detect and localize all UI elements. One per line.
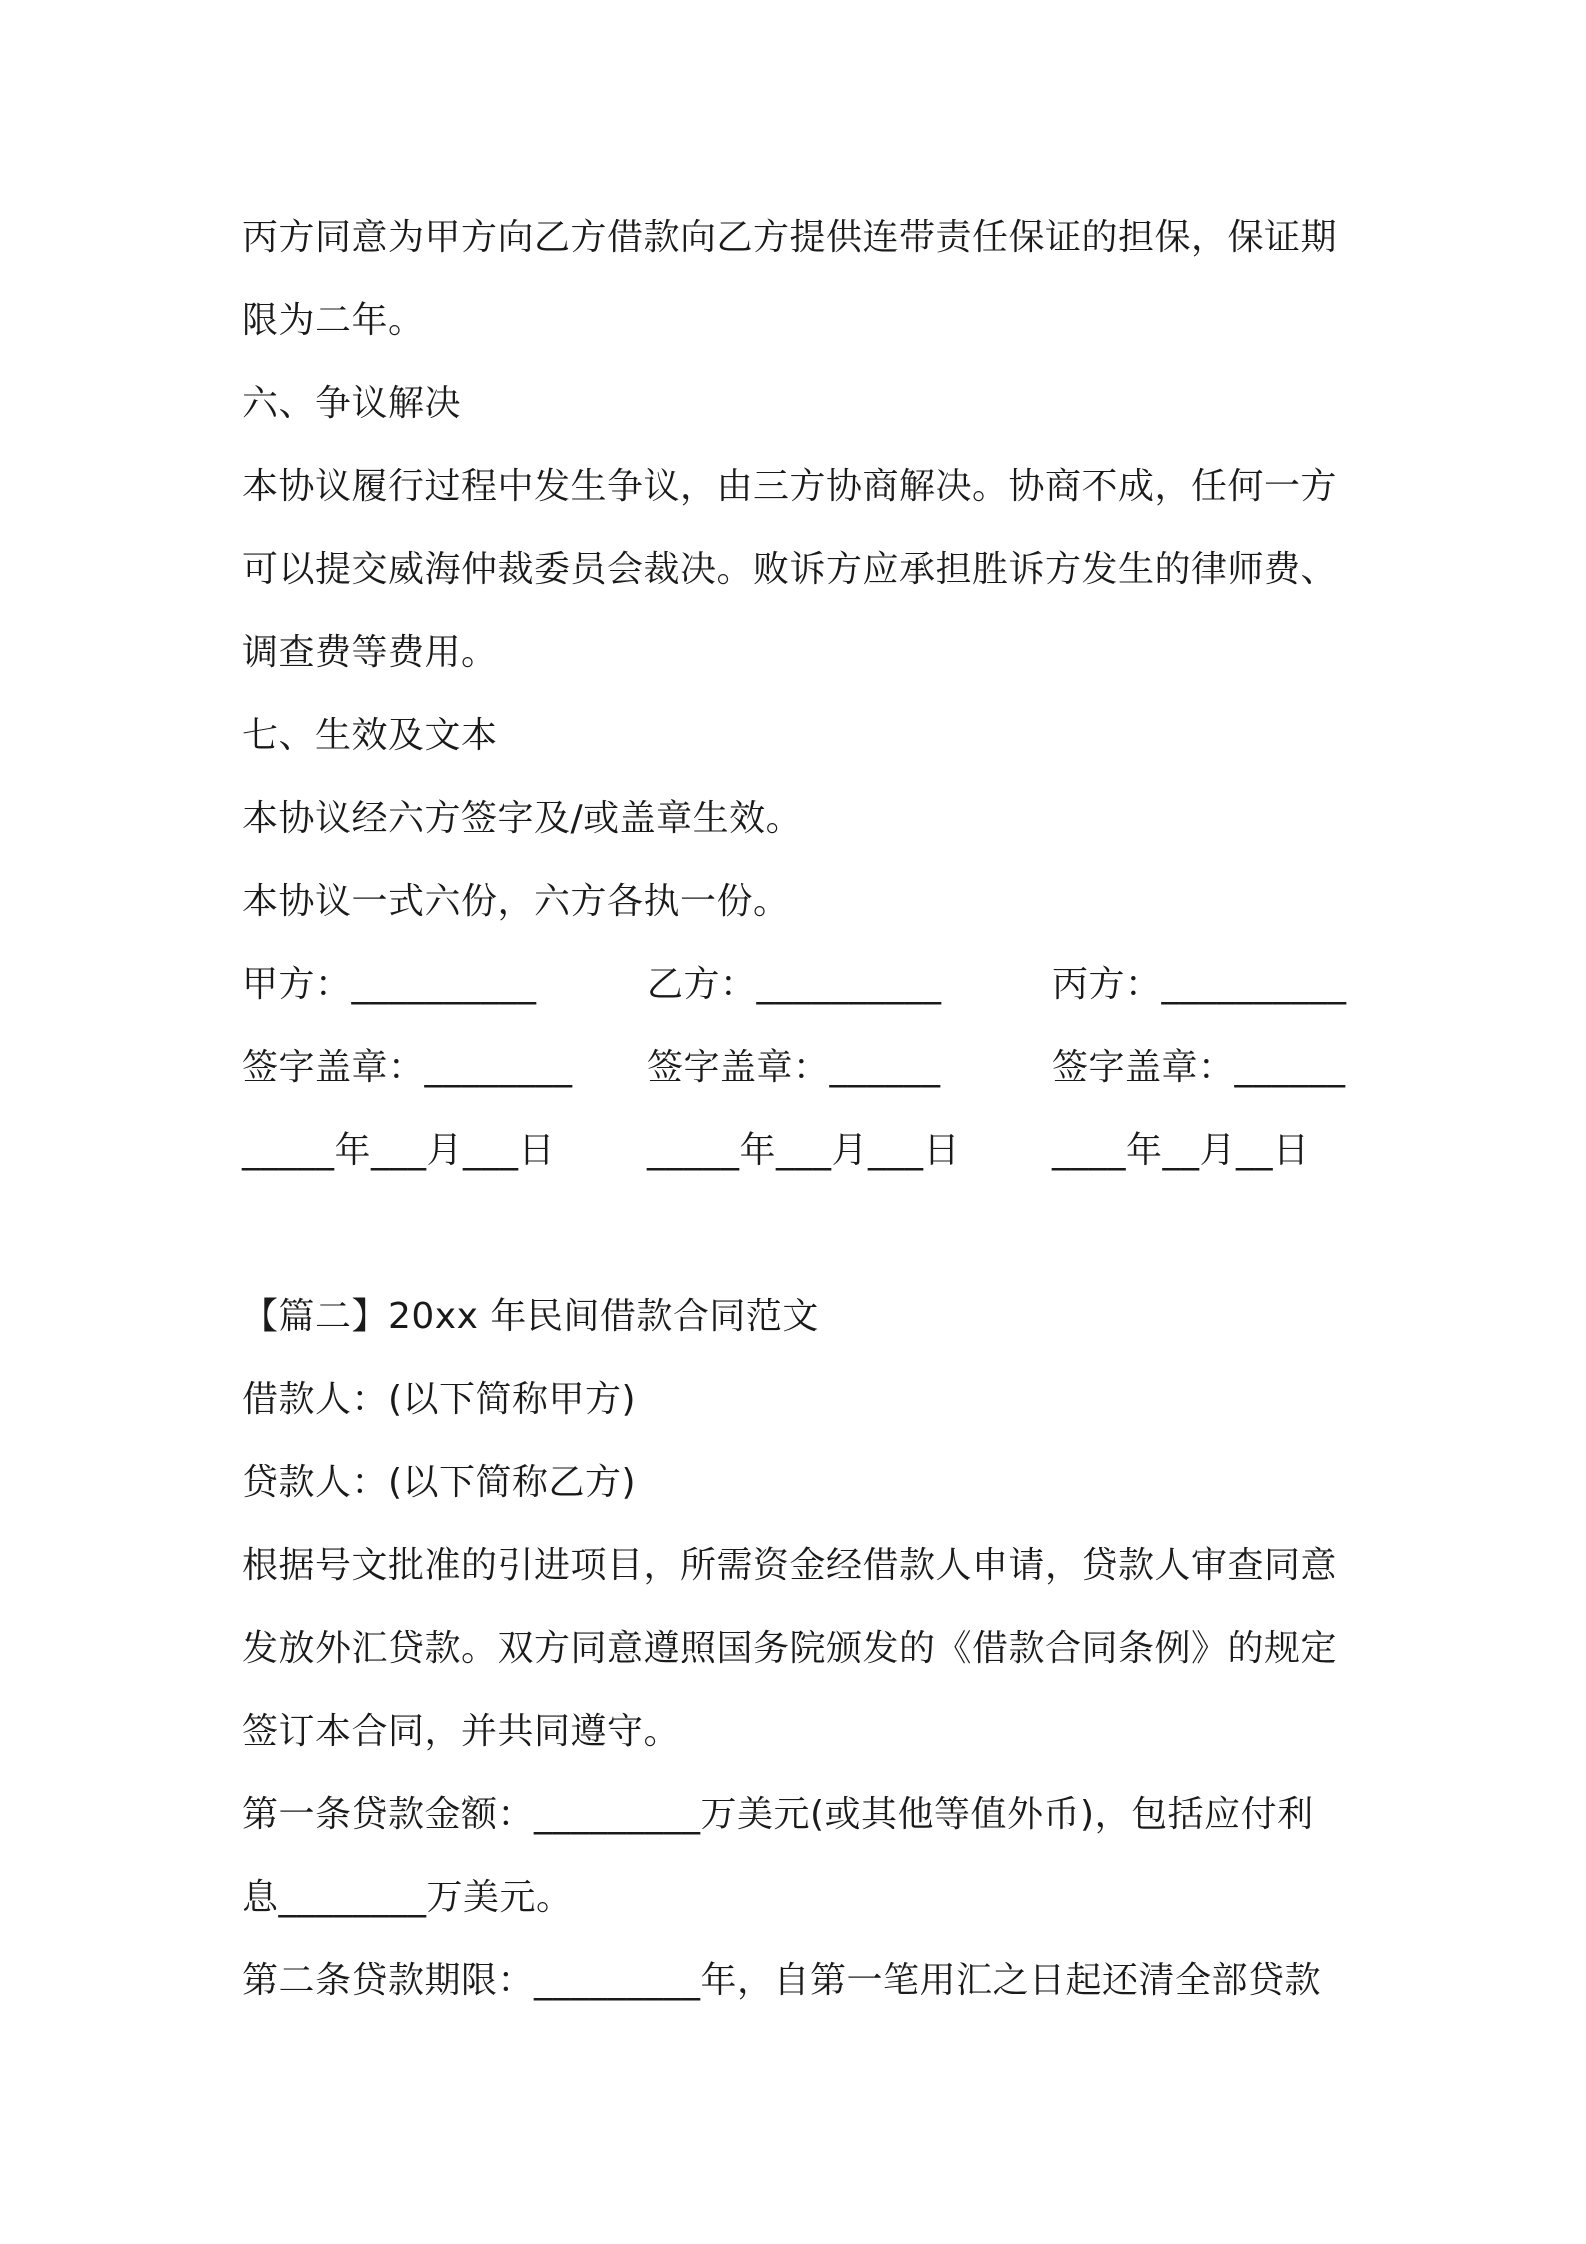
- party-a-label: 甲方：__________: [242, 964, 537, 1005]
- party-c-label: 丙方：__________: [1052, 964, 1347, 1005]
- article-one-line-1: 第一条贷款金额：_________万美元(或其他等值外币)，包括应付利: [242, 1794, 1314, 1835]
- party-c-seal: 签字盖章：______: [1052, 1047, 1346, 1088]
- paragraph-basis-line-1: 根据号文批准的引进项目，所需资金经借款人申请，贷款人审查同意: [242, 1545, 1338, 1586]
- party-a-seal: 签字盖章：________: [242, 1047, 573, 1088]
- party-b-date: _____年___月___日: [647, 1130, 961, 1171]
- party-b-seal: 签字盖章：______: [647, 1047, 941, 1088]
- article-two-line-1: 第二条贷款期限：_________年，自第一笔用汇之日起还清全部贷款: [242, 1960, 1322, 2001]
- section-spacer: [242, 1192, 1352, 1275]
- article-one-line-2: 息________万美元。: [242, 1877, 573, 1918]
- paragraph-effect-line-1: 本协议经六方签字及/或盖章生效。: [242, 798, 803, 839]
- paragraph-guarantee-line-2: 限为二年。: [242, 300, 425, 341]
- party-c-date: ____年__月__日: [1052, 1130, 1310, 1171]
- signature-date-row: [242, 1109, 1352, 1192]
- paragraph-dispute-line-1: 本协议履行过程中发生争议，由三方协商解决。协商不成，任何一方: [242, 466, 1338, 507]
- lender-line: 贷款人：(以下简称乙方): [242, 1462, 637, 1503]
- paragraph-guarantee-line-1: 丙方同意为甲方向乙方借款向乙方提供连带责任保证的担保，保证期: [242, 217, 1338, 258]
- paragraph-basis-line-3: 签订本合同，并共同遵守。: [242, 1711, 681, 1752]
- paragraph-effect-line-2: 本协议一式六份，六方各执一份。: [242, 881, 790, 922]
- heading-dispute-resolution: 六、争议解决: [242, 383, 462, 424]
- party-a-date: _____年___月___日: [242, 1130, 556, 1171]
- section-two-title: 【篇二】20xx 年民间借款合同范文: [242, 1296, 819, 1337]
- party-b-label: 乙方：__________: [647, 964, 942, 1005]
- paragraph-basis-line-2: 发放外汇贷款。双方同意遵照国务院颁发的《借款合同条例》的规定: [242, 1628, 1338, 1669]
- paragraph-dispute-line-3: 调查费等费用。: [242, 632, 498, 673]
- signature-seal-row: [242, 1026, 1352, 1109]
- paragraph-dispute-line-2: 可以提交威海仲裁委员会裁决。败诉方应承担胜诉方发生的律师费、: [242, 549, 1338, 590]
- signature-party-row: [242, 943, 1352, 1026]
- heading-effect-and-text: 七、生效及文本: [242, 715, 498, 756]
- borrower-line: 借款人：(以下简称甲方): [242, 1379, 637, 1420]
- document-page: [242, 196, 1352, 2022]
